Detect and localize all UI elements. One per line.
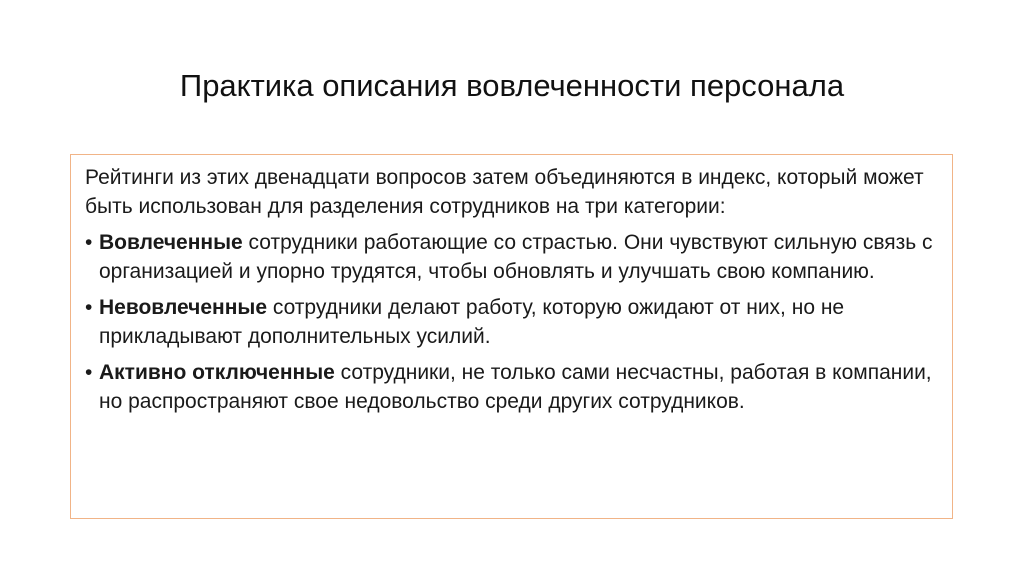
term-not-engaged: Невовлеченные (99, 296, 268, 319)
description-actively-disengaged: сотрудники, не только сами несчастны, работая в компании, но распространяют свое недовольство среди других сотрудников. (99, 361, 932, 413)
description-engaged: сотрудники работающие со страстью. Они чувствуют сильную связь с организацией и упорно трудятся, чтобы обновлять и улучшать свою компанию. (99, 231, 933, 283)
category-list (85, 228, 934, 416)
description-not-engaged: сотрудники делают работу, которую ожидают от них, но не прикладывают дополнительных усилий. (99, 296, 845, 348)
term-engaged: Вовлеченные (99, 231, 243, 254)
bullet-icon: • (85, 231, 93, 254)
term-actively-disengaged: Активно отключенные (99, 361, 335, 384)
list-item-not-engaged (85, 293, 934, 351)
list-item-actively-disengaged (85, 358, 934, 416)
list-item-engaged (85, 228, 934, 286)
intro-paragraph: Рейтинги из этих двенадцати вопросов затем объединяются в индекс, который может быть использован для разделения сотрудников на три категории: (85, 166, 924, 218)
content-box (70, 154, 953, 519)
bullet-icon: • (85, 361, 93, 384)
slide-title: Практика описания вовлеченности персонала (179, 68, 845, 103)
bullet-icon: • (85, 296, 93, 319)
